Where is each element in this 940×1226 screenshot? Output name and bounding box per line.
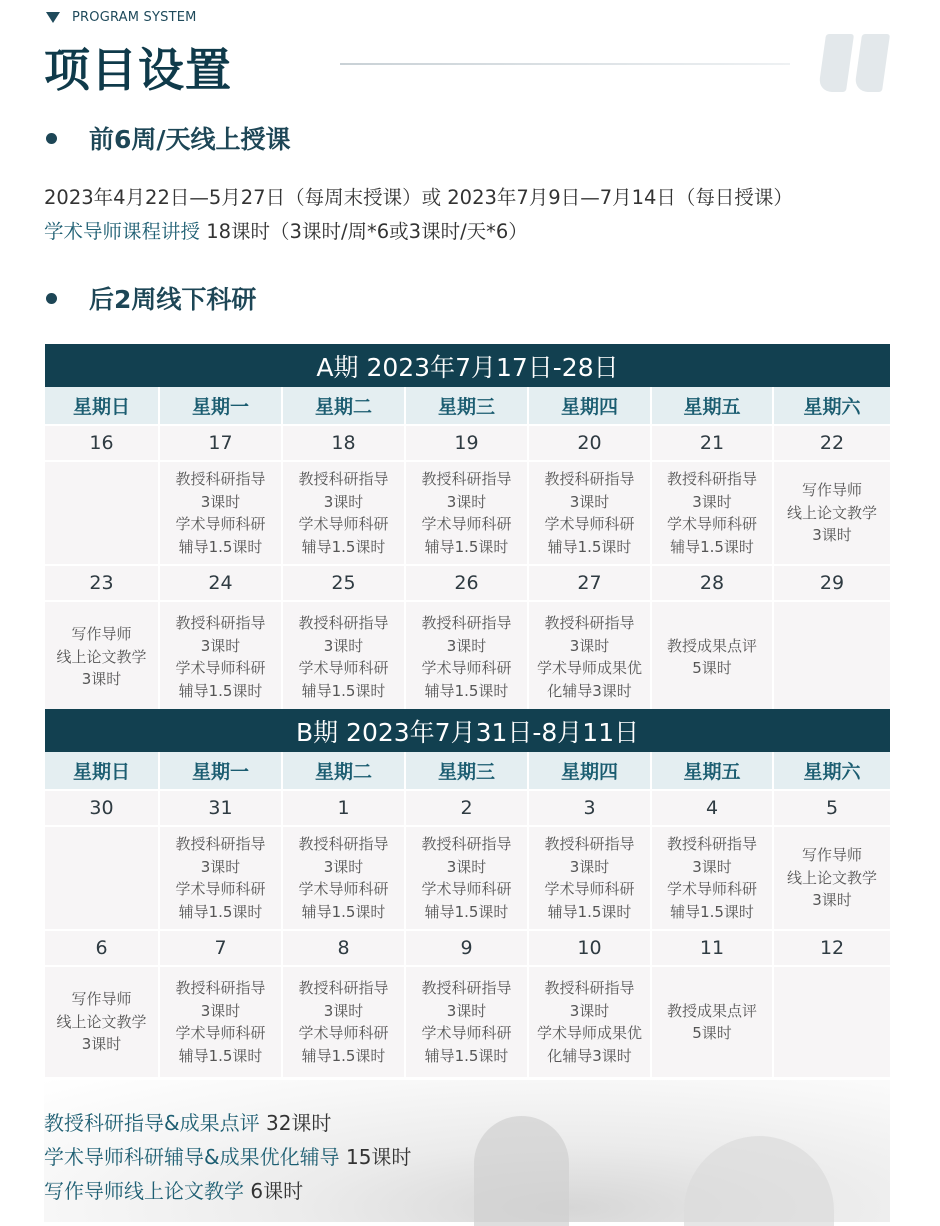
activity-cell [405, 461, 528, 565]
activity-cell [282, 966, 405, 1077]
summary-item [44, 1141, 411, 1170]
activity-line: 教授科研指导 [298, 470, 389, 488]
phase-b-title: B期 2023年7月31日-8月11日 [45, 709, 890, 752]
activity-line: 3课时 [200, 492, 241, 511]
date-cell: 11 [651, 930, 773, 966]
activity-line: 学术导师科研 [544, 515, 635, 533]
activity-line: 学术导师科研 [298, 515, 389, 533]
summary-item [44, 1175, 303, 1204]
eyebrow-text: PROGRAM SYSTEM [72, 10, 197, 25]
weekday-header: 星期日 [45, 752, 159, 790]
page-title: 项目设置 [44, 43, 232, 97]
activity-line: 辅导1.5课时 [670, 537, 754, 556]
date-row [45, 425, 890, 461]
activity-cell [528, 966, 651, 1077]
activity-line: 写作导师 [802, 846, 863, 865]
activity-cell [651, 601, 773, 712]
activity-line: 化辅导3课时 [547, 1046, 632, 1065]
date-cell: 25 [282, 565, 405, 601]
activity-line: 学术导师科研 [298, 659, 389, 677]
online-heading-text: 前6周/天线上授课 [89, 125, 291, 154]
activity-line: 学术导师成果优 [536, 659, 642, 677]
activity-line: 线上论文教学 [56, 647, 147, 666]
activity-line: 写作导师 [802, 481, 863, 500]
weekday-header: 星期六 [773, 752, 890, 790]
activity-line: 辅导1.5课时 [424, 681, 509, 700]
activity-cell [773, 966, 890, 1077]
activity-cell [405, 966, 528, 1077]
activity-line: 教授科研指导 [544, 470, 635, 488]
activity-line: 辅导1.5课时 [178, 681, 263, 700]
activity-line: 3课时 [446, 636, 487, 655]
activity-line: 3课时 [81, 1035, 122, 1054]
weekday-header: 星期六 [773, 387, 890, 425]
activity-line: 辅导1.5课时 [178, 1046, 263, 1065]
activity-line: 3课时 [446, 1001, 487, 1020]
activity-line: 学术导师科研 [175, 659, 266, 677]
online-lecture [44, 216, 528, 244]
activity-cell [159, 601, 282, 712]
activity-line: 教授科研指导 [298, 614, 389, 632]
activity-line: 学术导师科研 [175, 1024, 266, 1042]
activity-line: 教授科研指导 [544, 614, 635, 632]
activity-line: 辅导1.5课时 [301, 681, 386, 700]
weekday-header: 星期日 [45, 387, 159, 425]
date-cell: 20 [528, 425, 651, 461]
date-cell: 26 [405, 565, 528, 601]
date-row [45, 565, 890, 601]
activity-line: 3课时 [200, 636, 241, 655]
activity-line: 教授科研指导 [175, 614, 266, 632]
weekday-header: 星期三 [405, 752, 528, 790]
activity-line: 教授科研指导 [421, 979, 512, 997]
date-cell: 3 [528, 790, 651, 826]
date-cell: 24 [159, 565, 282, 601]
activity-line: 教授科研指导 [175, 835, 266, 853]
activity-line: 教授成果点评 [666, 636, 757, 655]
activity-row [45, 601, 890, 712]
date-cell: 5 [773, 790, 890, 826]
activity-cell [282, 826, 405, 930]
activity-row [45, 826, 890, 930]
activity-line: 辅导1.5课时 [670, 902, 754, 921]
weekday-header: 星期二 [282, 387, 405, 425]
online-heading [46, 120, 291, 156]
activity-line: 教授科研指导 [666, 470, 757, 488]
activity-line: 3课时 [446, 857, 487, 876]
activity-cell [773, 461, 890, 565]
activity-line: 5课时 [692, 1024, 732, 1042]
activity-line: 学术导师科研 [421, 659, 512, 677]
activity-line: 3课时 [323, 492, 364, 511]
date-cell: 1 [282, 790, 405, 826]
weekday-header: 星期一 [159, 752, 282, 790]
activity-row [45, 966, 890, 1077]
activity-line: 教授成果点评 [666, 1001, 757, 1020]
activity-line: 辅导1.5课时 [301, 1046, 386, 1065]
offline-heading-text: 后2周线下科研 [89, 285, 257, 314]
activity-line: 3课时 [200, 1001, 241, 1020]
activity-cell [45, 826, 159, 930]
activity-line: 教授科研指导 [544, 979, 635, 997]
bullet-dot-icon [46, 293, 57, 304]
date-cell: 27 [528, 565, 651, 601]
weekday-header: 星期四 [528, 752, 651, 790]
activity-line: 学术导师科研 [544, 880, 635, 898]
date-cell: 10 [528, 930, 651, 966]
activity-line: 教授科研指导 [544, 835, 635, 853]
activity-line: 学术导师科研 [175, 880, 266, 898]
activity-cell [282, 461, 405, 565]
activity-line: 3课时 [569, 857, 610, 876]
weekday-header: 星期四 [528, 387, 651, 425]
activity-cell [159, 826, 282, 930]
date-cell: 28 [651, 565, 773, 601]
activity-line: 3课时 [446, 492, 487, 511]
lecture-detail: 18课时（3课时/周*6或3课时/天*6） [206, 220, 528, 243]
eyebrow [46, 10, 197, 25]
activity-cell [159, 461, 282, 565]
activity-line: 学术导师成果优 [536, 1024, 642, 1042]
date-cell: 30 [45, 790, 159, 826]
activity-cell [773, 826, 890, 930]
activity-line: 3课时 [323, 636, 364, 655]
activity-line: 学术导师科研 [421, 1024, 512, 1042]
activity-line: 学术导师科研 [175, 515, 266, 533]
phase-a-schedule [45, 344, 890, 712]
activity-line: 辅导1.5课时 [424, 537, 509, 556]
date-cell: 8 [282, 930, 405, 966]
activity-cell [45, 461, 159, 565]
date-cell: 4 [651, 790, 773, 826]
activity-line: 线上论文教学 [56, 1012, 147, 1031]
activity-line: 3课时 [81, 670, 122, 689]
activity-line: 学术导师科研 [298, 1024, 389, 1042]
activity-line: 教授科研指导 [298, 835, 389, 853]
activity-line: 3课时 [812, 891, 852, 910]
date-row [45, 930, 890, 966]
date-cell: 22 [773, 425, 890, 461]
activity-cell [405, 601, 528, 712]
activity-cell [159, 966, 282, 1077]
date-cell: 2 [405, 790, 528, 826]
activity-cell [405, 826, 528, 930]
activity-line: 教授科研指导 [421, 835, 512, 853]
activity-line: 辅导1.5课时 [424, 902, 509, 921]
activity-line: 辅导1.5课时 [301, 537, 386, 556]
date-cell: 19 [405, 425, 528, 461]
online-dates: 2023年4月22日—5月27日（每周末授课）或 2023年7月9日—7月14日（每日授课） [44, 186, 793, 209]
weekday-header: 星期三 [405, 387, 528, 425]
summary-hours: 6课时 [250, 1179, 304, 1203]
date-cell: 16 [45, 425, 159, 461]
activity-line: 辅导1.5课时 [178, 902, 263, 921]
activity-line: 3课时 [692, 857, 732, 876]
date-cell: 29 [773, 565, 890, 601]
activity-line: 学术导师科研 [298, 880, 389, 898]
activity-cell [45, 966, 159, 1077]
activity-line: 3课时 [569, 636, 610, 655]
activity-cell [528, 826, 651, 930]
activity-line: 学术导师科研 [666, 880, 757, 898]
triangle-down-icon [46, 12, 60, 23]
activity-line: 3课时 [323, 857, 364, 876]
activity-line: 3课时 [692, 492, 732, 511]
activity-line: 辅导1.5课时 [424, 1046, 509, 1065]
activity-cell [651, 826, 773, 930]
date-cell: 9 [405, 930, 528, 966]
activity-cell [45, 601, 159, 712]
weekday-header: 星期一 [159, 387, 282, 425]
summary-label: 教授科研指导&成果点评 [44, 1111, 260, 1135]
summary-hours: 32课时 [265, 1111, 332, 1135]
activity-cell [773, 601, 890, 712]
activity-row [45, 461, 890, 565]
activity-line: 线上论文教学 [787, 503, 878, 522]
date-cell: 7 [159, 930, 282, 966]
activity-cell [651, 966, 773, 1077]
bullet-dot-icon [46, 133, 57, 144]
activity-cell [651, 461, 773, 565]
activity-cell [282, 601, 405, 712]
date-cell: 18 [282, 425, 405, 461]
weekday-header: 星期五 [651, 752, 773, 790]
phase-b-schedule [45, 709, 890, 1077]
weekday-header: 星期二 [282, 752, 405, 790]
activity-cell [528, 601, 651, 712]
activity-line: 辅导1.5课时 [301, 902, 386, 921]
activity-line: 辅导1.5课时 [178, 537, 263, 556]
offline-heading [46, 280, 256, 316]
date-cell: 31 [159, 790, 282, 826]
activity-line: 3课时 [200, 857, 241, 876]
activity-line: 教授科研指导 [421, 470, 512, 488]
activity-line: 5课时 [692, 659, 732, 677]
activity-line: 教授科研指导 [421, 614, 512, 632]
date-cell: 12 [773, 930, 890, 966]
activity-line: 线上论文教学 [787, 868, 878, 887]
activity-cell [528, 461, 651, 565]
summary-item [44, 1107, 331, 1136]
activity-line: 辅导1.5课时 [547, 537, 632, 556]
date-cell: 6 [45, 930, 159, 966]
divider [340, 63, 790, 65]
date-cell: 17 [159, 425, 282, 461]
activity-line: 3课时 [323, 1001, 364, 1020]
activity-line: 化辅导3课时 [547, 681, 632, 700]
activity-line: 教授科研指导 [666, 835, 757, 853]
activity-line: 学术导师科研 [421, 880, 512, 898]
activity-line: 教授科研指导 [298, 979, 389, 997]
activity-line: 教授科研指导 [175, 979, 266, 997]
activity-line: 3课时 [812, 526, 852, 545]
person-silhouette-icon [684, 1136, 834, 1226]
date-cell: 23 [45, 565, 159, 601]
activity-line: 写作导师 [71, 625, 132, 644]
activity-line: 学术导师科研 [421, 515, 512, 533]
summary-hours: 15课时 [345, 1145, 412, 1169]
person-silhouette-icon [474, 1116, 569, 1226]
weekday-header: 星期五 [651, 387, 773, 425]
lecture-label: 学术导师课程讲授 [44, 220, 201, 243]
activity-line: 教授科研指导 [175, 470, 266, 488]
summary-label: 学术导师科研辅导&成果优化辅导 [44, 1145, 340, 1169]
date-row [45, 790, 890, 826]
activity-line: 3课时 [569, 492, 610, 511]
phase-a-title: A期 2023年7月17日-28日 [45, 344, 890, 387]
summary-label: 写作导师线上论文教学 [44, 1179, 244, 1203]
activity-line: 辅导1.5课时 [547, 902, 632, 921]
activity-line: 3课时 [569, 1001, 610, 1020]
date-cell: 21 [651, 425, 773, 461]
activity-line: 写作导师 [71, 990, 132, 1009]
activity-line: 学术导师科研 [666, 515, 757, 533]
quote-mark-icon [822, 34, 886, 92]
